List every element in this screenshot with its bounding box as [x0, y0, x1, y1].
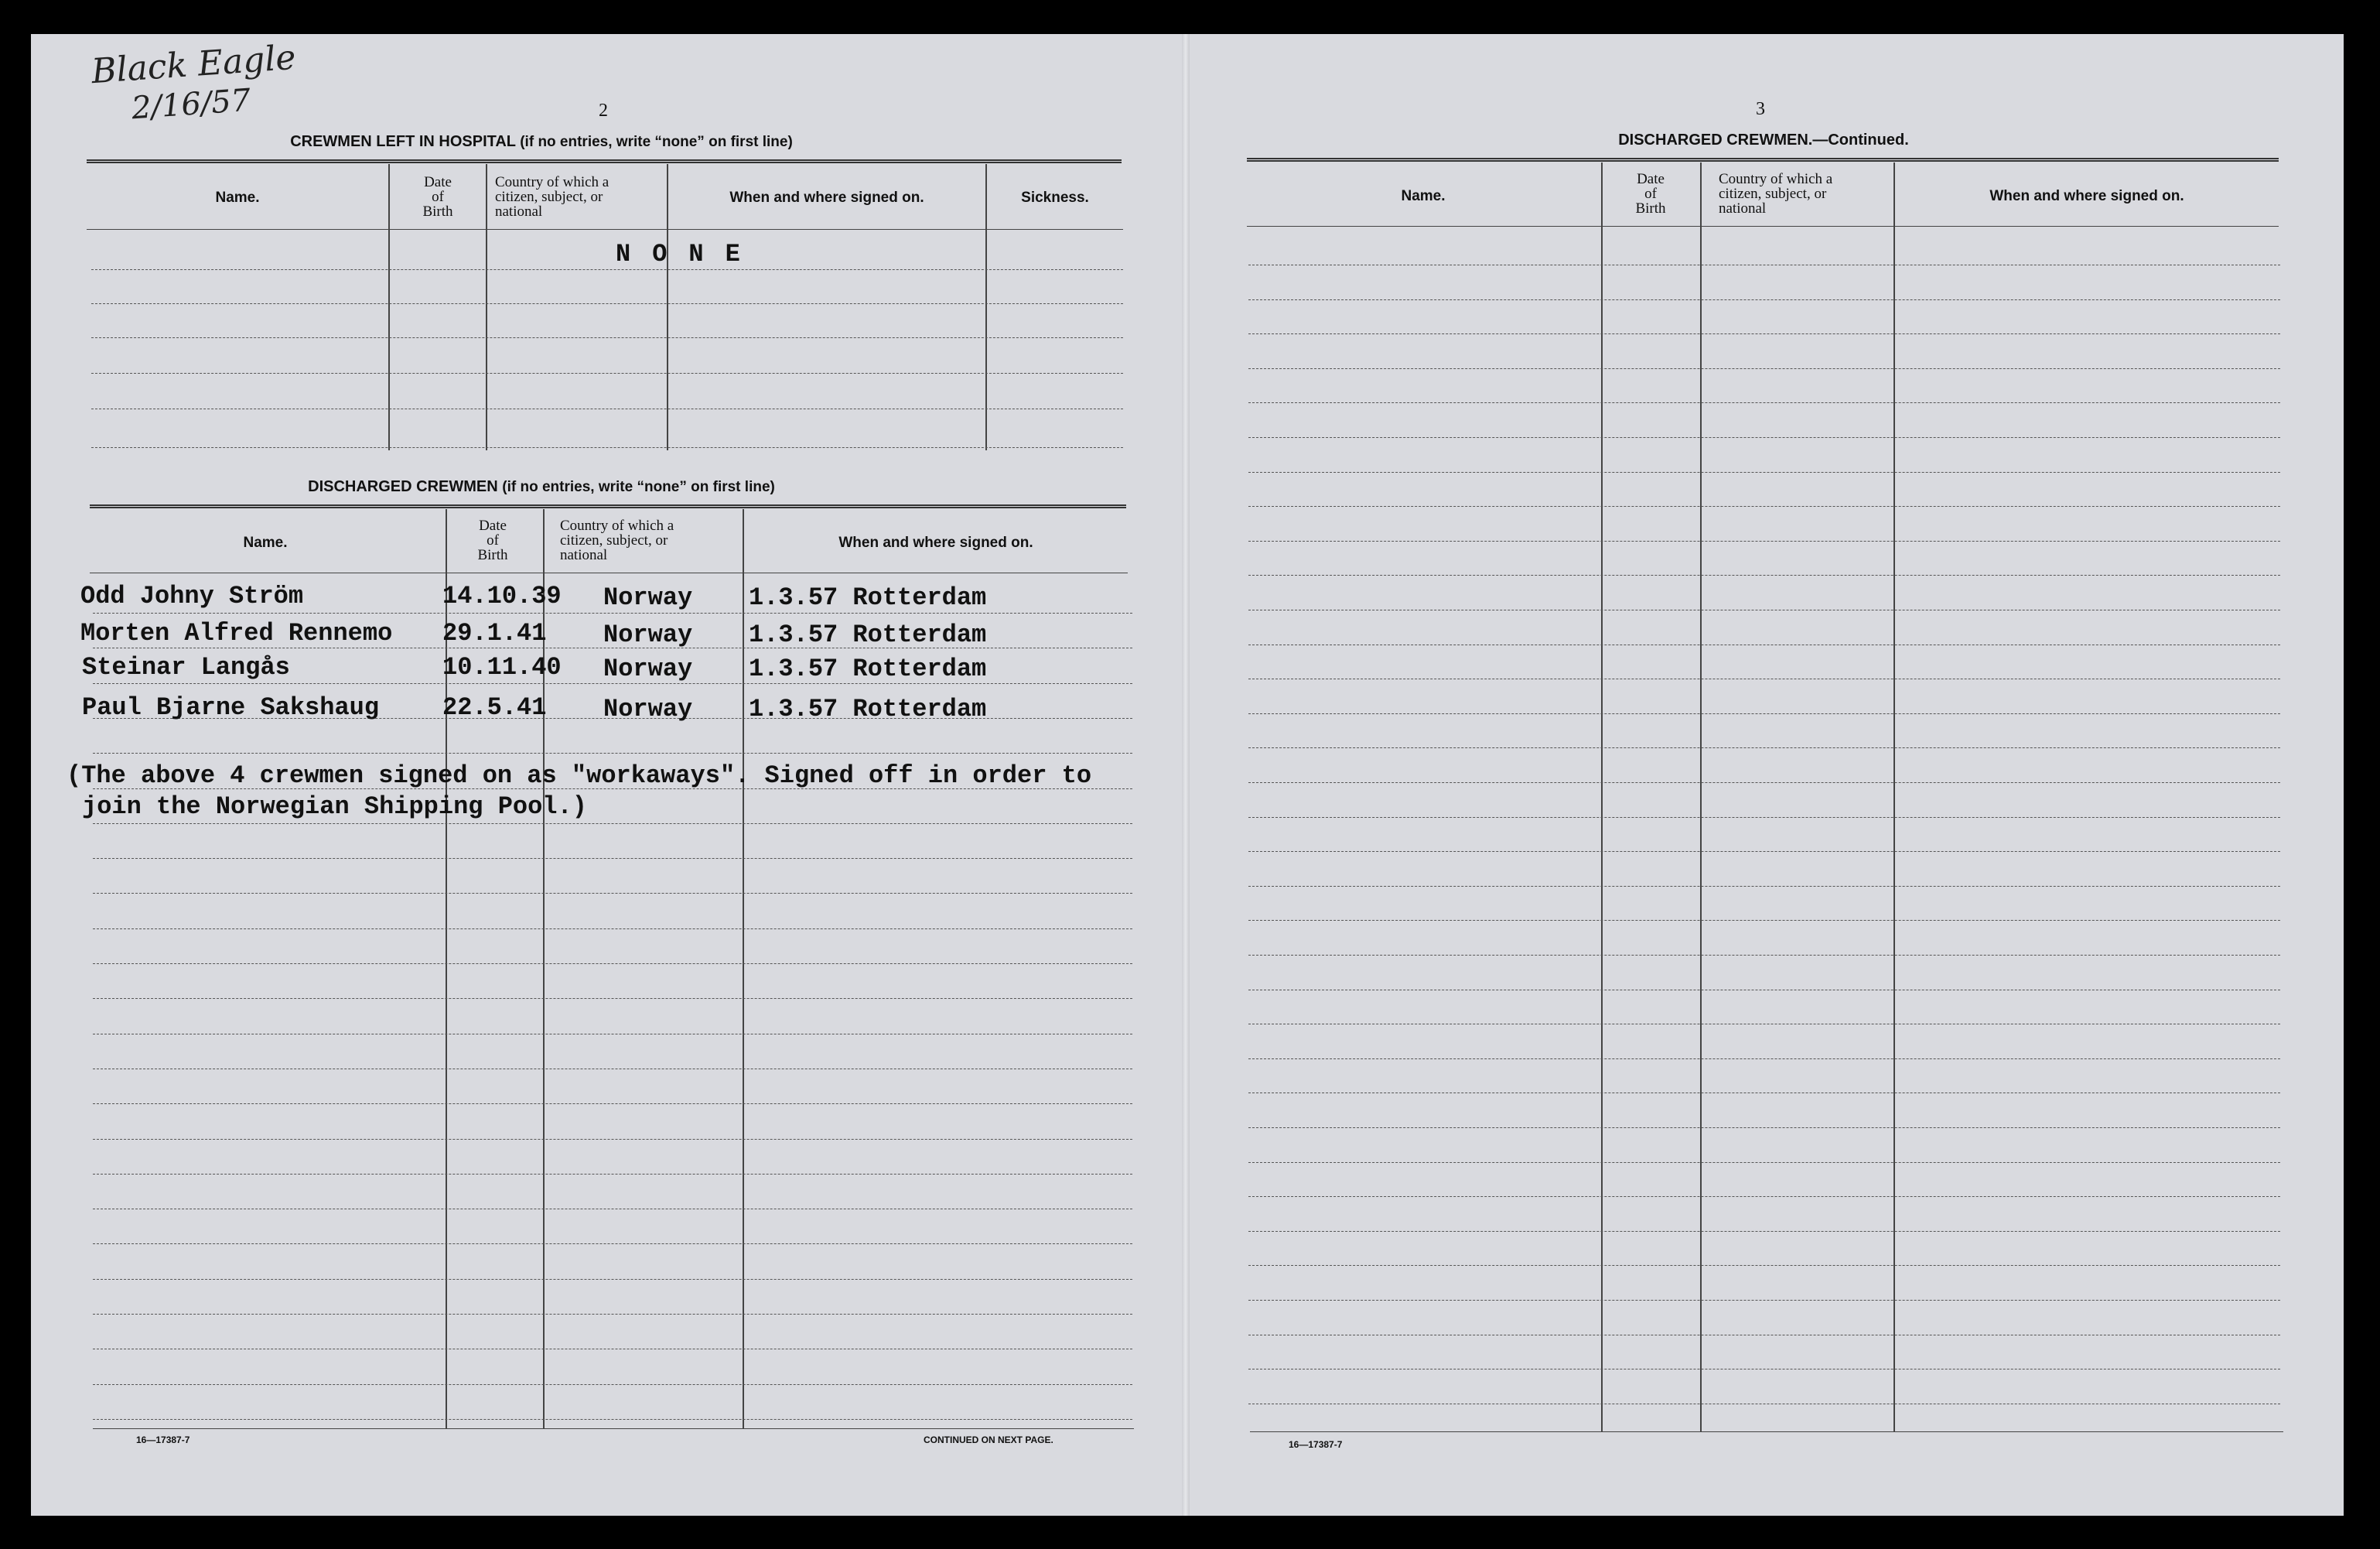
remark-line-1: (The above 4 crewmen signed on as "workaways". Signed off in order to — [67, 761, 1092, 790]
ruled-line — [1248, 782, 2280, 783]
crew-country: Norway — [603, 695, 693, 723]
hospital-entry-none: NONE — [616, 240, 762, 268]
ruled-line — [1248, 1300, 2280, 1301]
right-col-divider — [1601, 162, 1603, 1431]
hospital-col-divider — [486, 164, 487, 450]
ruled-line — [91, 303, 1123, 304]
ruled-line — [1248, 713, 2280, 714]
crew-name: Odd Johny Ström — [80, 582, 304, 610]
col-header-country: Country of which a citizen, subject, or national — [560, 518, 674, 563]
crew-signed-on: 1.3.57 Rotterdam — [749, 583, 987, 612]
crew-signed-on: 1.3.57 Rotterdam — [749, 695, 987, 723]
ruled-line — [93, 1103, 1132, 1104]
handwritten-vessel-name: Black Eagle — [90, 37, 298, 92]
crew-country: Norway — [603, 583, 693, 612]
col-header-name: Name. — [215, 190, 260, 206]
col-header-signed-on: When and where signed on. — [838, 535, 1033, 551]
ruled-line — [93, 963, 1132, 964]
ruled-line — [93, 1139, 1132, 1140]
col-header-name: Name. — [243, 535, 288, 551]
ruled-line — [91, 337, 1123, 338]
discharged-section-title: DISCHARGED CREWMEN (if no entries, write “none” on first line) — [308, 478, 775, 495]
hospital-col-divider — [667, 164, 668, 450]
ruled-line — [1248, 472, 2280, 473]
crew-name: Steinar Langås — [82, 653, 290, 682]
ruled-line — [93, 753, 1132, 754]
ruled-line — [91, 447, 1123, 448]
col-header-country: Country of which a citizen, subject, or national — [495, 174, 610, 220]
hospital-header-rule — [87, 229, 1123, 230]
col-header-signed-on: When and where signed on. — [1989, 188, 2184, 204]
ruled-line — [1248, 817, 2280, 818]
ruled-line — [93, 1384, 1132, 1385]
handwritten-date: 2/16/57 — [130, 82, 252, 127]
col-header-date-of-birth: Date of Birth — [422, 174, 453, 220]
crew-name: Morten Alfred Rennemo — [80, 619, 393, 648]
ruled-line — [93, 928, 1132, 929]
hospital-table-top-rule — [87, 159, 1122, 163]
ruled-line — [93, 1314, 1132, 1315]
ruled-line — [93, 893, 1132, 894]
crew-date-of-birth: 29.1.41 — [442, 619, 547, 648]
ruled-line — [93, 613, 1132, 614]
crew-signed-on: 1.3.57 Rotterdam — [749, 655, 987, 683]
right-col-divider — [1700, 162, 1702, 1431]
ruled-line — [1248, 437, 2280, 438]
crew-date-of-birth: 10.11.40 — [442, 653, 562, 682]
form-number-right: 16—17387-7 — [1289, 1439, 1343, 1450]
ruled-line — [93, 1419, 1132, 1420]
discharged-table-top-rule — [90, 504, 1126, 508]
ruled-line — [93, 1174, 1132, 1175]
right-table-top-rule — [1247, 158, 2279, 162]
ruled-line — [91, 373, 1123, 374]
col-header-signed-on: When and where signed on. — [729, 190, 924, 206]
ruled-line — [1248, 1265, 2280, 1266]
continued-note: CONTINUED ON NEXT PAGE. — [924, 1434, 1053, 1445]
ruled-line — [93, 1243, 1132, 1244]
right-col-divider — [1893, 162, 1895, 1431]
left-table-bottom-rule — [93, 1428, 1134, 1429]
ruled-line — [1248, 851, 2280, 852]
ruled-line — [1248, 1058, 2280, 1059]
right-section-title: DISCHARGED CREWMEN.—Continued. — [1618, 132, 1909, 149]
page-number-left: 2 — [599, 101, 608, 121]
crew-country: Norway — [603, 621, 693, 649]
ruled-line — [1248, 1231, 2280, 1232]
discharged-col-divider — [743, 509, 744, 1428]
ruled-line — [1248, 575, 2280, 576]
ruled-line — [1248, 402, 2280, 403]
col-header-date-of-birth: Date of Birth — [477, 518, 508, 563]
ruled-line — [1248, 1162, 2280, 1163]
col-header-country: Country of which a citizen, subject, or national — [1719, 171, 1833, 217]
crew-date-of-birth: 22.5.41 — [442, 693, 547, 722]
hospital-section-title: CREWMEN LEFT IN HOSPITAL (if no entries, write “none” on first line) — [290, 133, 793, 150]
ruled-line — [93, 823, 1132, 824]
ruled-line — [1248, 886, 2280, 887]
ruled-line — [1248, 506, 2280, 507]
form-number-left: 16—17387-7 — [136, 1434, 190, 1445]
ruled-line — [1248, 541, 2280, 542]
col-header-name: Name. — [1401, 188, 1446, 204]
ruled-line — [93, 1279, 1132, 1280]
ruled-line — [91, 269, 1123, 270]
ruled-line — [1248, 1196, 2280, 1197]
page-fold — [1182, 34, 1190, 1516]
crew-signed-on: 1.3.57 Rotterdam — [749, 621, 987, 649]
col-header-date-of-birth: Date of Birth — [1635, 171, 1666, 217]
ruled-line — [1248, 955, 2280, 956]
remark-line-2: join the Norwegian Shipping Pool.) — [82, 792, 587, 821]
hospital-col-divider — [388, 164, 390, 450]
ruled-line — [1248, 368, 2280, 369]
ruled-line — [1248, 1127, 2280, 1128]
right-table-bottom-rule — [1250, 1431, 2283, 1432]
ruled-line — [1248, 920, 2280, 921]
ruled-line — [1248, 747, 2280, 748]
crew-date-of-birth: 14.10.39 — [442, 582, 562, 610]
page-number-right: 3 — [1756, 99, 1765, 119]
crew-country: Norway — [603, 655, 693, 683]
ruled-line — [1248, 333, 2280, 334]
ruled-line — [93, 858, 1132, 859]
col-header-sickness: Sickness. — [1021, 190, 1089, 206]
hospital-col-divider — [985, 164, 987, 450]
right-header-rule — [1247, 226, 2279, 227]
crew-name: Paul Bjarne Sakshaug — [82, 693, 380, 722]
ruled-line — [1248, 299, 2280, 300]
ruled-line — [93, 998, 1132, 999]
